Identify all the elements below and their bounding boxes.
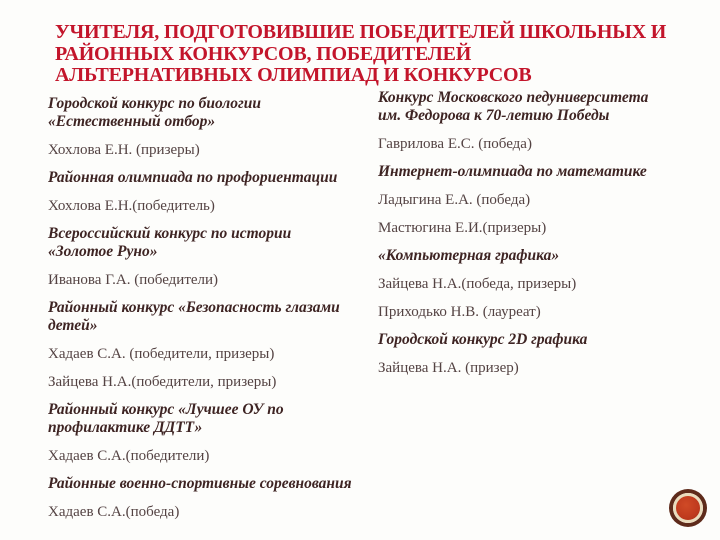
teacher-entry: Ладыгина Е.А. (победа) bbox=[378, 191, 531, 208]
slide-title: УЧИТЕЛЯ, ПОДГОТОВИВШИЕ ПОБЕДИТЕЛЕЙ ШКОЛЬНЫХ И РАЙОННЫХ КОНКУРСОВ, ПОБЕДИТЕЛЕЙ АЛЬТЕРНАТИВНЫХ ОЛИМПИАД И КОНКУРСОВ bbox=[55, 21, 667, 86]
contest-heading: Всероссийский конкурс по истории «Золотое Руно» bbox=[48, 224, 292, 260]
contest-heading: Городской конкурс по биологии «Естественный отбор» bbox=[48, 94, 261, 130]
teacher-entry: Хадаев С.А.(победители) bbox=[48, 447, 210, 464]
teacher-entry: Иванова Г.А. (победители) bbox=[48, 271, 219, 288]
contest-heading: Районный конкурс «Безопасность глазами детей» bbox=[48, 298, 340, 334]
right-column bbox=[378, 89, 670, 531]
contest-heading: Районный конкурс «Лучшее ОУ по профилактике ДДТТ» bbox=[48, 400, 284, 436]
contest-heading: Районная олимпиада по профориентации bbox=[48, 168, 338, 186]
teacher-entry: Хадаев С.А.(победа) bbox=[48, 503, 180, 520]
contest-heading: Городской конкурс 2D графика bbox=[378, 330, 588, 348]
teacher-entry: Зайцева Н.А.(победа, призеры) bbox=[378, 275, 577, 292]
teacher-entry: Хохлова Е.Н. (призеры) bbox=[48, 141, 200, 158]
teacher-entry: Хадаев С.А. (победители, призеры) bbox=[48, 345, 275, 362]
contest-heading: Интернет-олимпиада по математике bbox=[378, 162, 647, 180]
contest-heading: Конкурс Московского педуниверситета им. Федорова к 70-летию Победы bbox=[378, 88, 649, 124]
teacher-entry: Зайцева Н.А. (призер) bbox=[378, 359, 519, 376]
concentric-circles-badge-icon bbox=[673, 493, 703, 523]
contest-heading: Районные военно-спортивные соревнования bbox=[48, 474, 352, 492]
teacher-entry: Гаврилова Е.С. (победа) bbox=[378, 135, 532, 152]
teacher-entry: Мастюгина Е.И.(призеры) bbox=[378, 219, 547, 236]
contest-heading: «Компьютерная графика» bbox=[378, 246, 560, 264]
teacher-entry: Зайцева Н.А.(победители, призеры) bbox=[48, 373, 277, 390]
teacher-entry: Хохлова Е.Н.(победитель) bbox=[48, 197, 215, 214]
teacher-entry: Приходько Н.В. (лауреат) bbox=[378, 303, 541, 320]
content-columns bbox=[48, 89, 720, 531]
left-column bbox=[48, 89, 355, 531]
